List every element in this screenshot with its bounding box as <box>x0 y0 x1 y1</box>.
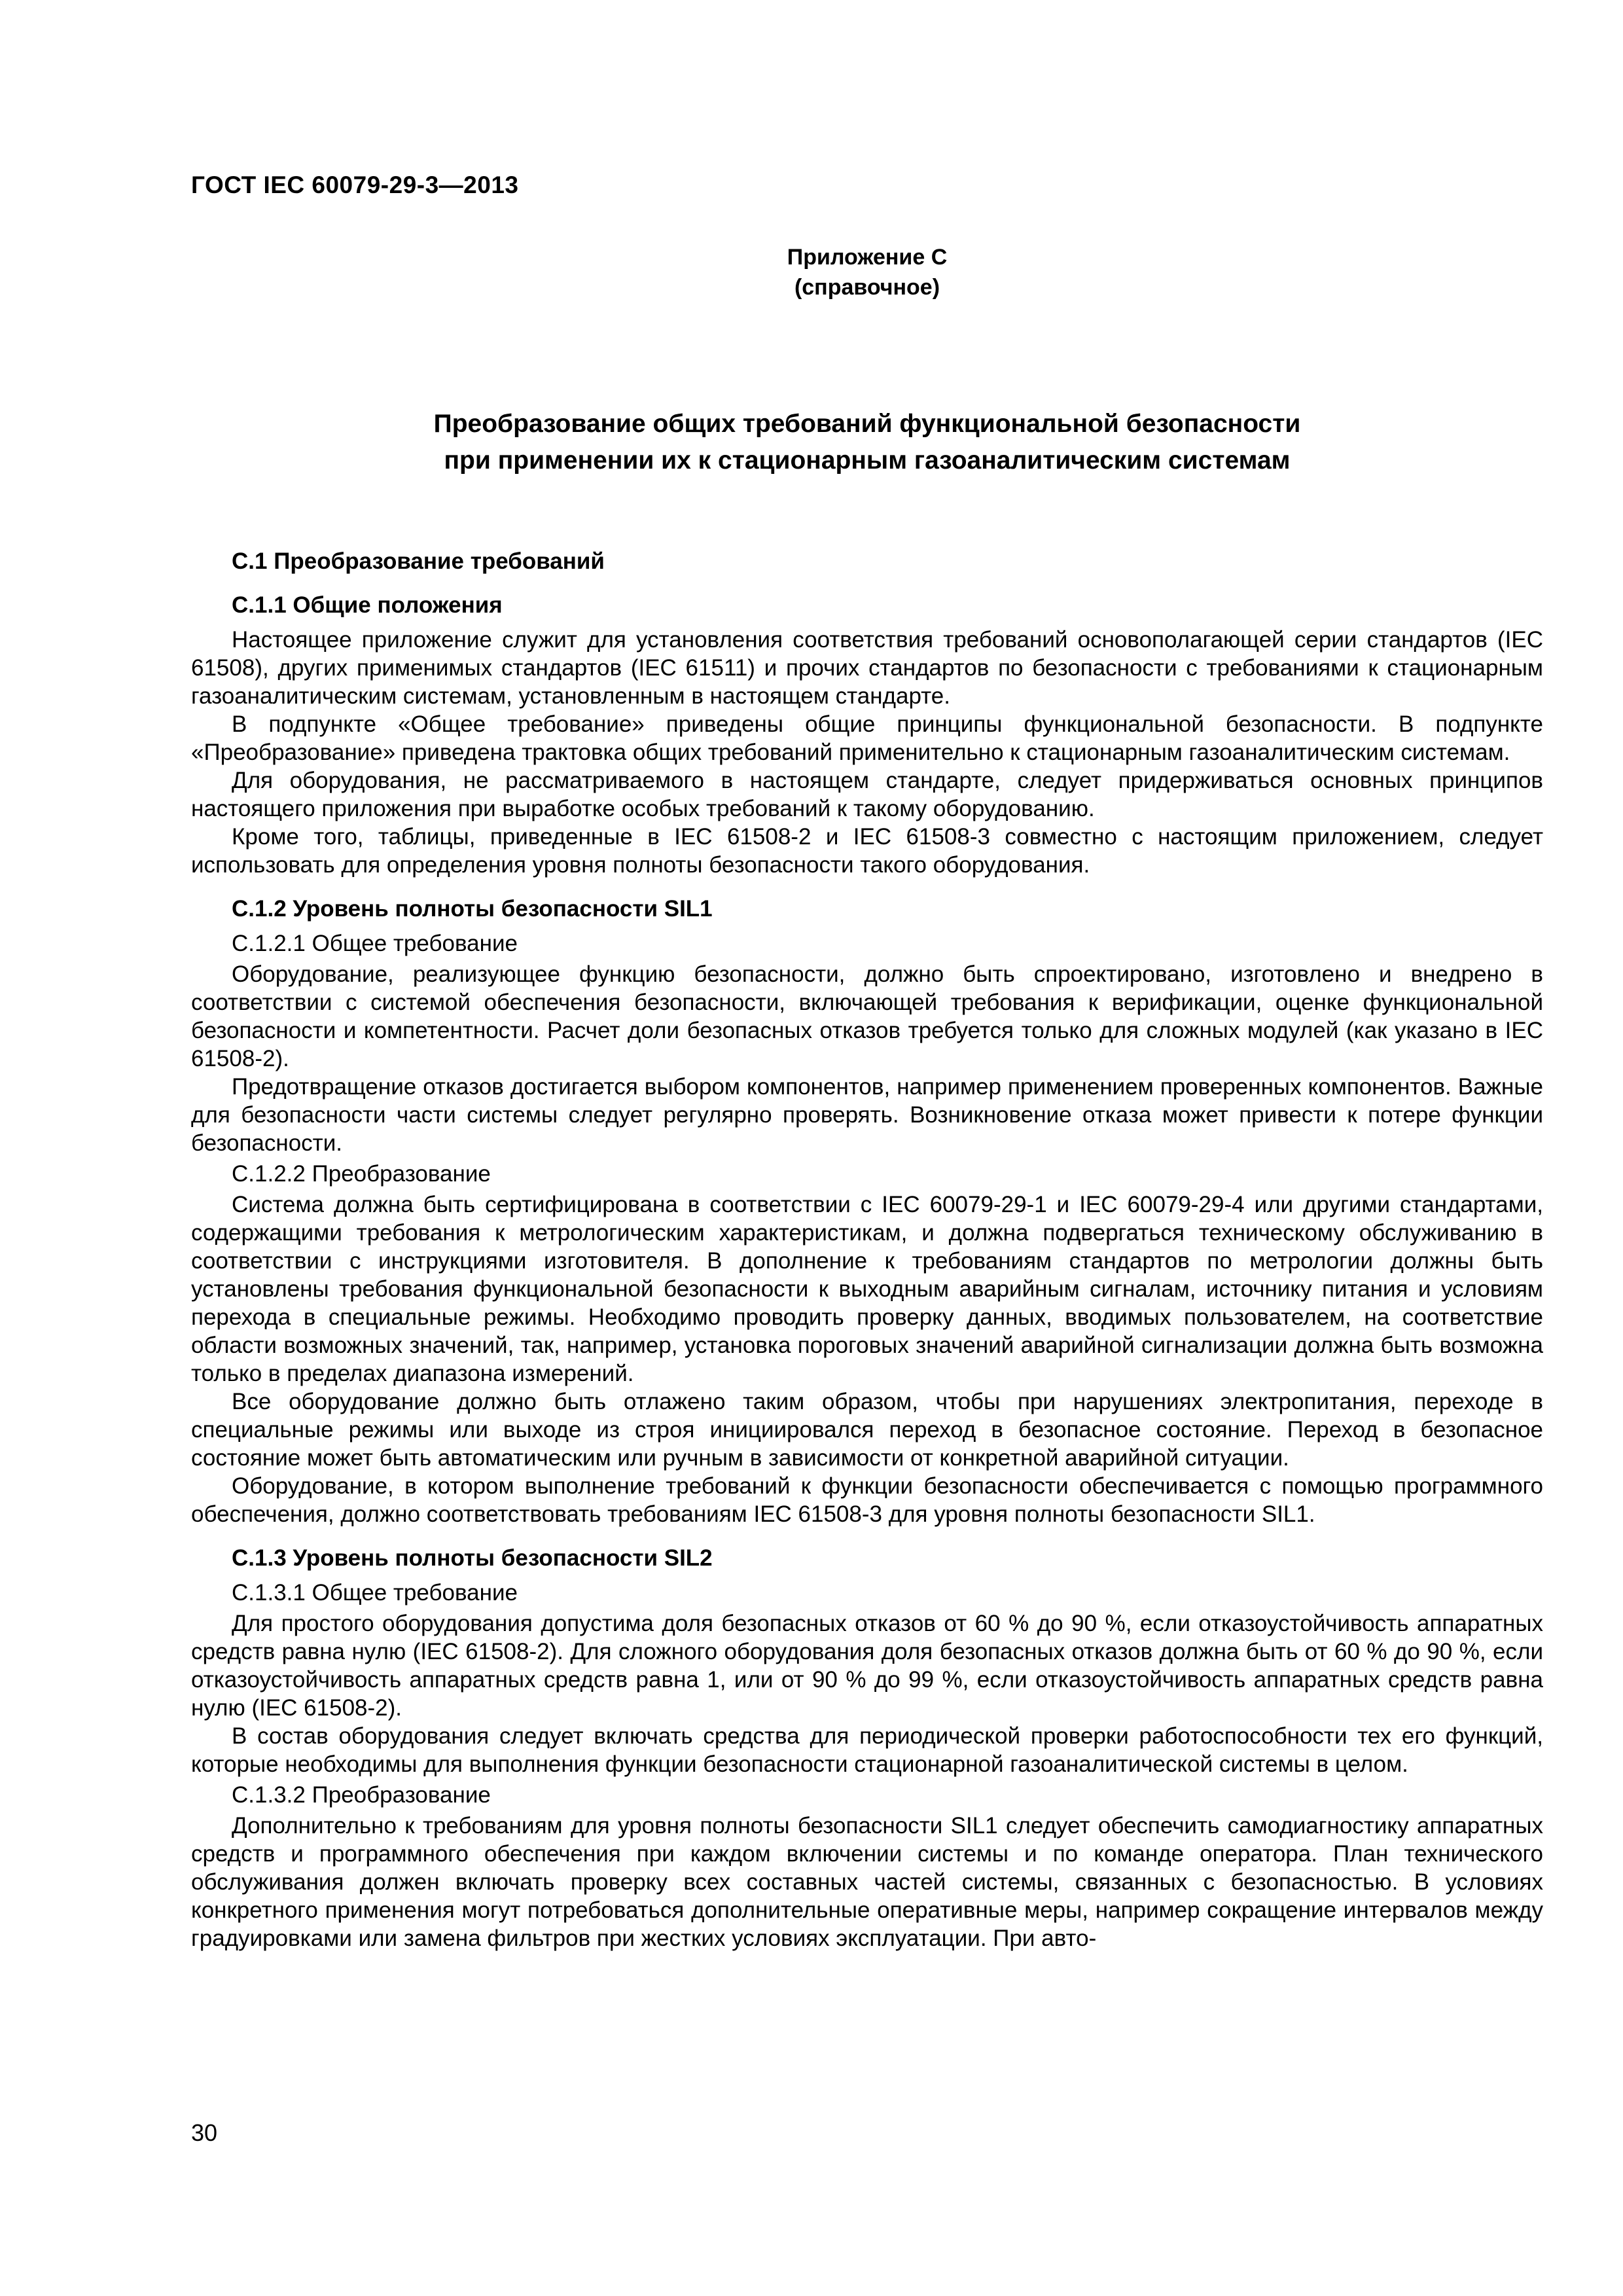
paragraph: Для оборудования, не рассматриваемого в настоящем стандарте, следует придерживаться основных принципов настоящего приложения при выработке особых требований к такому оборудованию. <box>191 768 1543 821</box>
annex-block <box>191 242 1543 302</box>
page-title-line1: Преобразование общих требований функциональной безопасности <box>433 410 1301 438</box>
paragraph: Для простого оборудования допустима доля безопасных отказов от 60 % до 90 %, если отказоустойчивость аппаратных средств равна нулю (IEC 61508-2). Для сложного оборудования доля безопасных отказов должна быть от 60 % до 90 %, если отказоустойчивость аппаратных средств равна 1, или от 90 % до 99 %, если отказоустойчивость аппаратных средств равна нулю (IEC 61508-2). <box>191 1611 1543 1721</box>
paragraph: Дополнительно к требованиям для уровня полноты безопасности SIL1 следует обеспечить самодиагностику аппаратных средств и программного обеспечения при каждом включении системы и по команде оператора. План технического обслуживания должен включать проверку всех составных частей системы, связанных с безопасностью. В условиях конкретного применения могут потребоваться дополнительные оперативные меры, например сокращение интервалов между градуировками или замена фильтров при жестких условиях эксплуатации. При авто- <box>191 1813 1543 1951</box>
subsection-heading: С.1.3.2 Преобразование <box>232 1782 491 1808</box>
page-number: 30 <box>191 2119 218 2146</box>
paragraph: В подпункте «Общее требование» приведены общие принципы функциональной безопасности. В подпункте «Преобразование» приведена трактовка общих требований применительно к стационарным газоаналитическим системам. <box>191 711 1543 765</box>
paragraph: Предотвращение отказов достигается выбором компонентов, например применением проверенных компонентов. Важные для безопасности части системы следует регулярно проверять. Возникновение отказа может привести к потере функции безопасности. <box>191 1074 1543 1156</box>
paragraph: Настоящее приложение служит для установления соответствия требований основополагающей серии стандартов (IEC 61508), других применимых стандартов (IEC 61511) и прочих стандартов по безопасности с требованиями к стационарным газоаналитическим системам, установленным в настоящем стандарте. <box>191 627 1543 709</box>
document-header: ГОСТ IEC 60079-29-3—2013 <box>191 171 519 198</box>
section-heading: С.1.1 Общие положения <box>232 592 503 618</box>
page-title-line2: при применении их к стационарным газоаналитическим системам <box>444 446 1291 475</box>
paragraph: Все оборудование должно быть отлажено таким образом, чтобы при нарушениях электропитания, переходе в специальные режимы или выходе из строя инициировался переход в безопасное состояние. Переход в безопасное состояние может быть автоматическим или ручным в зависимости от конкретной аварийной ситуации. <box>191 1389 1543 1471</box>
paragraph: Оборудование, в котором выполнение требований к функции безопасности обеспечивается с помощью программного обеспечения, должно соответствовать требованиям IEC 61508-3 для уровня полноты безопасности SIL1. <box>191 1473 1543 1527</box>
section-heading: С.1.3 Уровень полноты безопасности SIL2 <box>232 1545 713 1571</box>
annex-note: (справочное) <box>794 275 940 300</box>
section-heading: С.1 Преобразование требований <box>232 548 605 574</box>
subsection-heading: С.1.2.2 Преобразование <box>232 1161 491 1187</box>
annex-label: Приложение С <box>787 245 948 270</box>
page-title <box>191 406 1543 479</box>
subsection-heading: С.1.3.1 Общее требование <box>232 1580 518 1605</box>
paragraph: Система должна быть сертифицирована в соответствии с IEC 60079-29-1 и IEC 60079-29-4 или другими стандартами, содержащими требования к метрологическим характеристикам, и должна подвергаться техническому обслуживанию в соответствии с инструкциями изготовителя. В дополнение к требованиям стандартов по метрологии должны быть установлены требования функциональной безопасности к выходным аварийным сигналам, источнику питания и условиям перехода в специальные режимы. Необходимо проводить проверку данных, вводимых пользователем, на соответствие области возможных значений, так, например, установка пороговых значений аварийной сигнализации должна быть возможна только в пределах диапазона измерений. <box>191 1192 1543 1386</box>
document-body <box>191 547 1543 1952</box>
section-heading: С.1.2 Уровень полноты безопасности SIL1 <box>232 896 713 922</box>
paragraph: В состав оборудования следует включать средства для периодической проверки работоспособности тех его функций, которые необходимы для выполнения функции безопасности стационарной газоаналитической системы в целом. <box>191 1723 1543 1777</box>
paragraph: Оборудование, реализующее функцию безопасности, должно быть спроектировано, изготовлено и внедрено в соответствии с системой обеспечения безопасности, включающей требования к верификации, оценке функциональной безопасности и компетентности. Расчет доли безопасных отказов требуется только для сложных модулей (как указано в IEC 61508-2). <box>191 961 1543 1071</box>
paragraph: Кроме того, таблицы, приведенные в IEC 61508-2 и IEC 61508-3 совместно с настоящим приложением, следует использовать для определения уровня полноты безопасности такого оборудования. <box>191 824 1543 878</box>
subsection-heading: С.1.2.1 Общее требование <box>232 931 518 956</box>
